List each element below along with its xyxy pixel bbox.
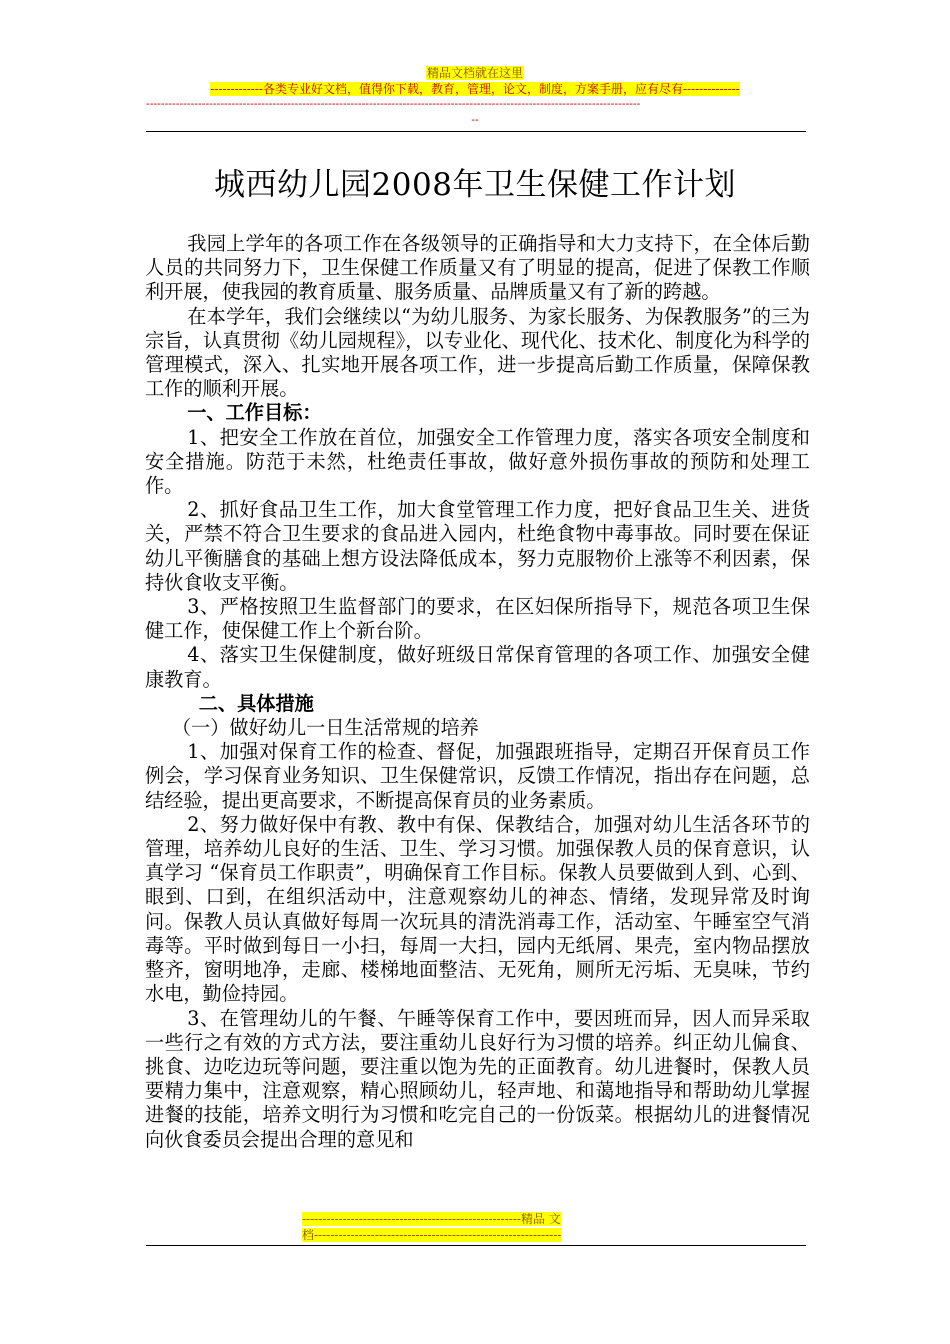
header-banner-text: 精品文档就在这里 xyxy=(426,66,523,80)
footer-line-1: ------------------------------------------------------精品 文 xyxy=(302,1212,561,1226)
section-heading: 一、工作目标： xyxy=(187,401,322,425)
paragraph: 4、落实卫生保健制度，做好班级日常保育管理的各项工作、加强安全健康教育。 xyxy=(145,643,810,691)
document-body xyxy=(145,232,810,1152)
header-dash-line: ------------------------------------------------------------------------------------------------------------------------------------- xyxy=(146,98,641,110)
header-rule xyxy=(146,131,806,132)
paragraph: 1、加强对保育工作的检查、督促，加强跟班指导，定期召开保育员工作例会，学习保育业务知识、卫生保健常识，反馈工作情况，指出存在问题，总结经验，提出更高要求，不断提高保育员的业务素质。 xyxy=(145,740,810,812)
subsection-heading: （一）做好幼儿一日生活常规的培养 xyxy=(171,716,479,740)
paragraph: 2、抓好食品卫生工作，加大食堂管理工作力度，把好食品卫生关、进货关，严禁不符合卫生要求的食品进入园内，杜绝食物中毒事故。同时要在保证幼儿平衡膳食的基础上想方设法降低成本，努力克服物价上涨等不利因素，保持伙食收支平衡。 xyxy=(145,498,810,594)
section-heading: 二、具体措施 xyxy=(198,691,314,715)
document-title: 城西幼儿园2008年卫生保健工作计划 xyxy=(214,167,736,203)
header-dash-tail: -- xyxy=(471,113,479,126)
header-tagline xyxy=(0,82,950,96)
paragraph: 2、努力做好保中有教、教中有保、保教结合，加强对幼儿生活各环节的管理，培养幼儿良好的生活、卫生、学习习惯。加强保教人员的保育意识，认真学习 “保育员工作职责”，明确保育工作目标。保教人员要做到人到、心到、眼到、口到，在组织活动中，注意观察幼儿的神态、情绪，发现异常及时询问。保教人员认真做好每周一次玩具的清洗消毒工作，活动室、午睡室空气消毒等。平时做到每日一小扫，每周一大扫，园内无纸屑、果壳，室内物品摆放整齐，窗明地净，走廊、楼梯地面整洁、无死角，厕所无污垢、无臭味，节约水电，勤俭持园。 xyxy=(145,812,810,1006)
paragraph: 我园上学年的各项工作在各级领导的正确指导和大力支持下，在全体后勤人员的共同努力下，卫生保健工作质量又有了明显的提高，促进了保教工作顺利开展，使我园的教育质量、服务质量、品牌质量又有了新的跨越。 xyxy=(145,232,810,304)
paragraph: 在本学年，我们会继续以“为幼儿服务、为家长服务、为保教服务”的三为宗旨，认真贯彻《幼儿园规程》，以专业化、现代化、技术化、制度化为科学的管理模式，深入、扎实地开展各项工作，进一步提高后勤工作质量，保障保教工作的顺利开展。 xyxy=(145,304,810,401)
footer-line-2: 档------------------------------------------------------------- xyxy=(302,1228,562,1242)
footer-rule xyxy=(146,1245,806,1246)
footer-banner xyxy=(302,1211,652,1243)
header-banner xyxy=(0,66,950,80)
paragraph: 3、在管理幼儿的午餐、午睡等保育工作中，要因班而异，因人而异采取一些行之有效的方式方法，要注重幼儿良好行为习惯的培养。纠正幼儿偏食、挑食、边吃边玩等问题，要注重以饱为先的正面教育。幼儿进餐时，保教人员要精力集中，注意观察，精心照顾幼儿，轻声地、和蔼地指导和帮助幼儿掌握进餐的技能，培养文明行为习惯和吃完自己的一份饭菜。根据幼儿的进餐情况向伙食委员会提出合理的意见和 xyxy=(145,1006,810,1151)
paragraph: 3、严格按照卫生监督部门的要求，在区妇保所指导下，规范各项卫生保健工作，使保健工作上个新台阶。 xyxy=(145,595,810,643)
header-tagline-text: -------------各类专业好文档，值得你下载，教育，管理，论文，制度，方案手册，应有尽有-------------- xyxy=(210,82,740,96)
paragraph: 1、把安全工作放在首位，加强安全工作管理力度，落实各项安全制度和安全措施。防范于未然，杜绝责任事故，做好意外损伤事故的预防和处理工作。 xyxy=(145,425,810,498)
